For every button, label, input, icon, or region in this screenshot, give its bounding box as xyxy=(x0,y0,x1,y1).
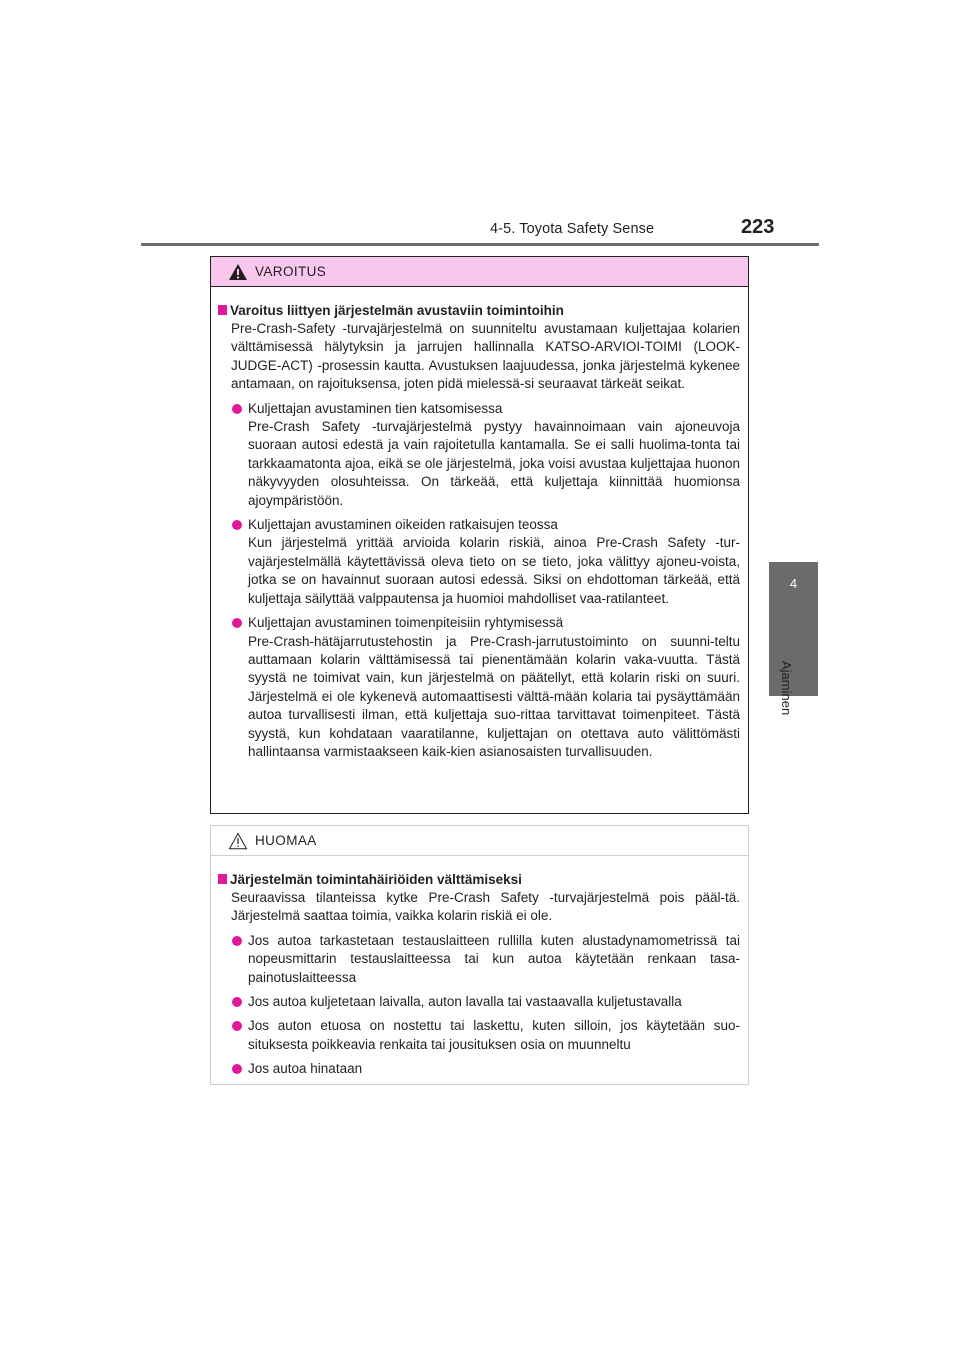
running-header-title: 4-5. Toyota Safety Sense xyxy=(490,221,655,237)
warning-section-title: Varoitus liittyen järjestelmän avustaviin toimintoihin xyxy=(218,301,740,320)
notice-label: HUOMAA xyxy=(255,833,317,848)
square-bullet-icon xyxy=(218,874,227,884)
list-item xyxy=(218,932,740,987)
bullet-heading: Kuljettajan avustaminen oikeiden ratkaisujen teossa xyxy=(248,517,558,533)
warning-triangle-icon xyxy=(228,263,248,281)
page-number: 223 xyxy=(741,216,775,238)
bullet-heading: Kuljettajan avustaminen tien katsomisessa xyxy=(248,400,503,416)
chapter-number: 4 xyxy=(789,576,798,591)
warning-body xyxy=(211,287,748,761)
round-bullet-icon xyxy=(232,1021,242,1031)
list-item xyxy=(218,993,740,1011)
round-bullet-icon xyxy=(232,936,242,946)
warning-box xyxy=(210,256,749,814)
notice-box xyxy=(210,825,749,1085)
bullet-heading: Kuljettajan avustaminen toimenpiteisiin ryhtymisessä xyxy=(248,615,564,631)
bullet-text: Jos auton etuosa on nostettu tai laskettu, kuten silloin, jos käytetään suo-situksesta poikkeavia renkaita tai jousituksen osia on muunneltu xyxy=(248,1018,740,1052)
bullet-text: Jos autoa kuljetetaan laivalla, auton lavalla tai vastaavalla kuljetustavalla xyxy=(248,994,682,1010)
round-bullet-icon xyxy=(232,404,242,414)
bullet-text: Kun järjestelmä yrittää arvioida kolarin riskiä, ainoa Pre-Crash Safety -tur-vajärjestelmällä käytettävissä oleva tieto on se tieto, joka välittyy ajoneu-voista, jotka se on havainnut suoraan autosi edessä. Siksi on ehdottoman tärkeää, että kuljettaja säilyttää valppautensa ja huomioi mahdolliset vaa-ratilanteet. xyxy=(248,535,740,606)
warning-intro: Pre-Crash-Safety -turvajärjestelmä on suunniteltu avustamaan kuljettajaa kolarien välttämisessä hälytyksin ja jarrujen hallinnalla KATSO-ARVIOI-TOIMI (LOOK-JUDGE-ACT) -prosessin kautta. Avustuksen laajuudessa, jonka järjestelmä kykenee antamaan, on rajoituksensa, joten pidä mielessä-si seuraavat tärkeät seikat. xyxy=(231,321,740,392)
warning-header xyxy=(211,257,748,287)
square-bullet-icon xyxy=(218,305,227,315)
list-item xyxy=(218,1017,740,1054)
notice-section-title: Järjestelmän toimintahäiriöiden välttämiseksi xyxy=(218,870,740,889)
list-item xyxy=(218,614,740,761)
round-bullet-icon xyxy=(232,618,242,628)
bullet-text: Jos autoa tarkastetaan testauslaitteen rullilla kuten alustadynamometrissä tai nopeusmittarin testauslaitteessa tai kun autoa käytetään renkaan tasa-painotuslaitteessa xyxy=(248,932,740,985)
round-bullet-icon xyxy=(232,997,242,1007)
bullet-text: Pre-Crash Safety -turvajärjestelmä pystyy havainnoimaan vain ajoneuvoja suoraan autosi edestä ja vain rajoitetulla kantamalla. Se ei salli huolima-tonta tai tarkkaamatonta ajoa, eikä se ole järjestelmä, joka voisi avustaa kuljettajaa huonon näkyvyyden olosuhteissa. On tärkeää, että kuljettaja kiinnittää huomionsa ajoympäristöön. xyxy=(248,419,740,508)
notice-header xyxy=(211,826,748,856)
chapter-label: Ajaminen xyxy=(779,661,794,716)
notice-intro: Seuraavissa tilanteissa kytke Pre-Crash Safety -turvajärjestelmä pois pääl-tä. Järjestelmä saattaa toimia, vaikka kolarin riskiä ei ole. xyxy=(231,890,740,924)
warning-label: VAROITUS xyxy=(255,264,327,279)
round-bullet-icon xyxy=(232,520,242,530)
round-bullet-icon xyxy=(232,1064,242,1074)
list-item xyxy=(218,1060,740,1078)
bullet-text: Jos autoa hinataan xyxy=(248,1061,363,1077)
bullet-text: Pre-Crash-hätäjarrutustehostin ja Pre-Crash-jarrutustoiminto on suunni-teltu auttamaan kolarin välttämisessä tai pienentämään kolarin vaka-vuutta. Tästä syystä ne toimivat vain, kun järjestelmä on päätellyt, että kolarin riski on suuri. Järjestelmä ei ole kykenevä automaattisesti välttä-mään kolaria tai pysäyttämään autoa turvallisesti ilman, että kuljettaja suo-rittaa tarvittavat toimenpiteet. Tästä syystä, kun kohdataan vaaratilanne, kuljettajan on otettava auto välittömästi hallintaansa varmistaakseen kaik-kien asianosaisten turvallisuuden. xyxy=(248,633,740,759)
list-item xyxy=(218,516,740,608)
header-divider xyxy=(141,243,819,246)
list-item xyxy=(218,400,740,510)
caution-triangle-outline-icon xyxy=(228,832,248,850)
notice-body xyxy=(211,856,748,1079)
